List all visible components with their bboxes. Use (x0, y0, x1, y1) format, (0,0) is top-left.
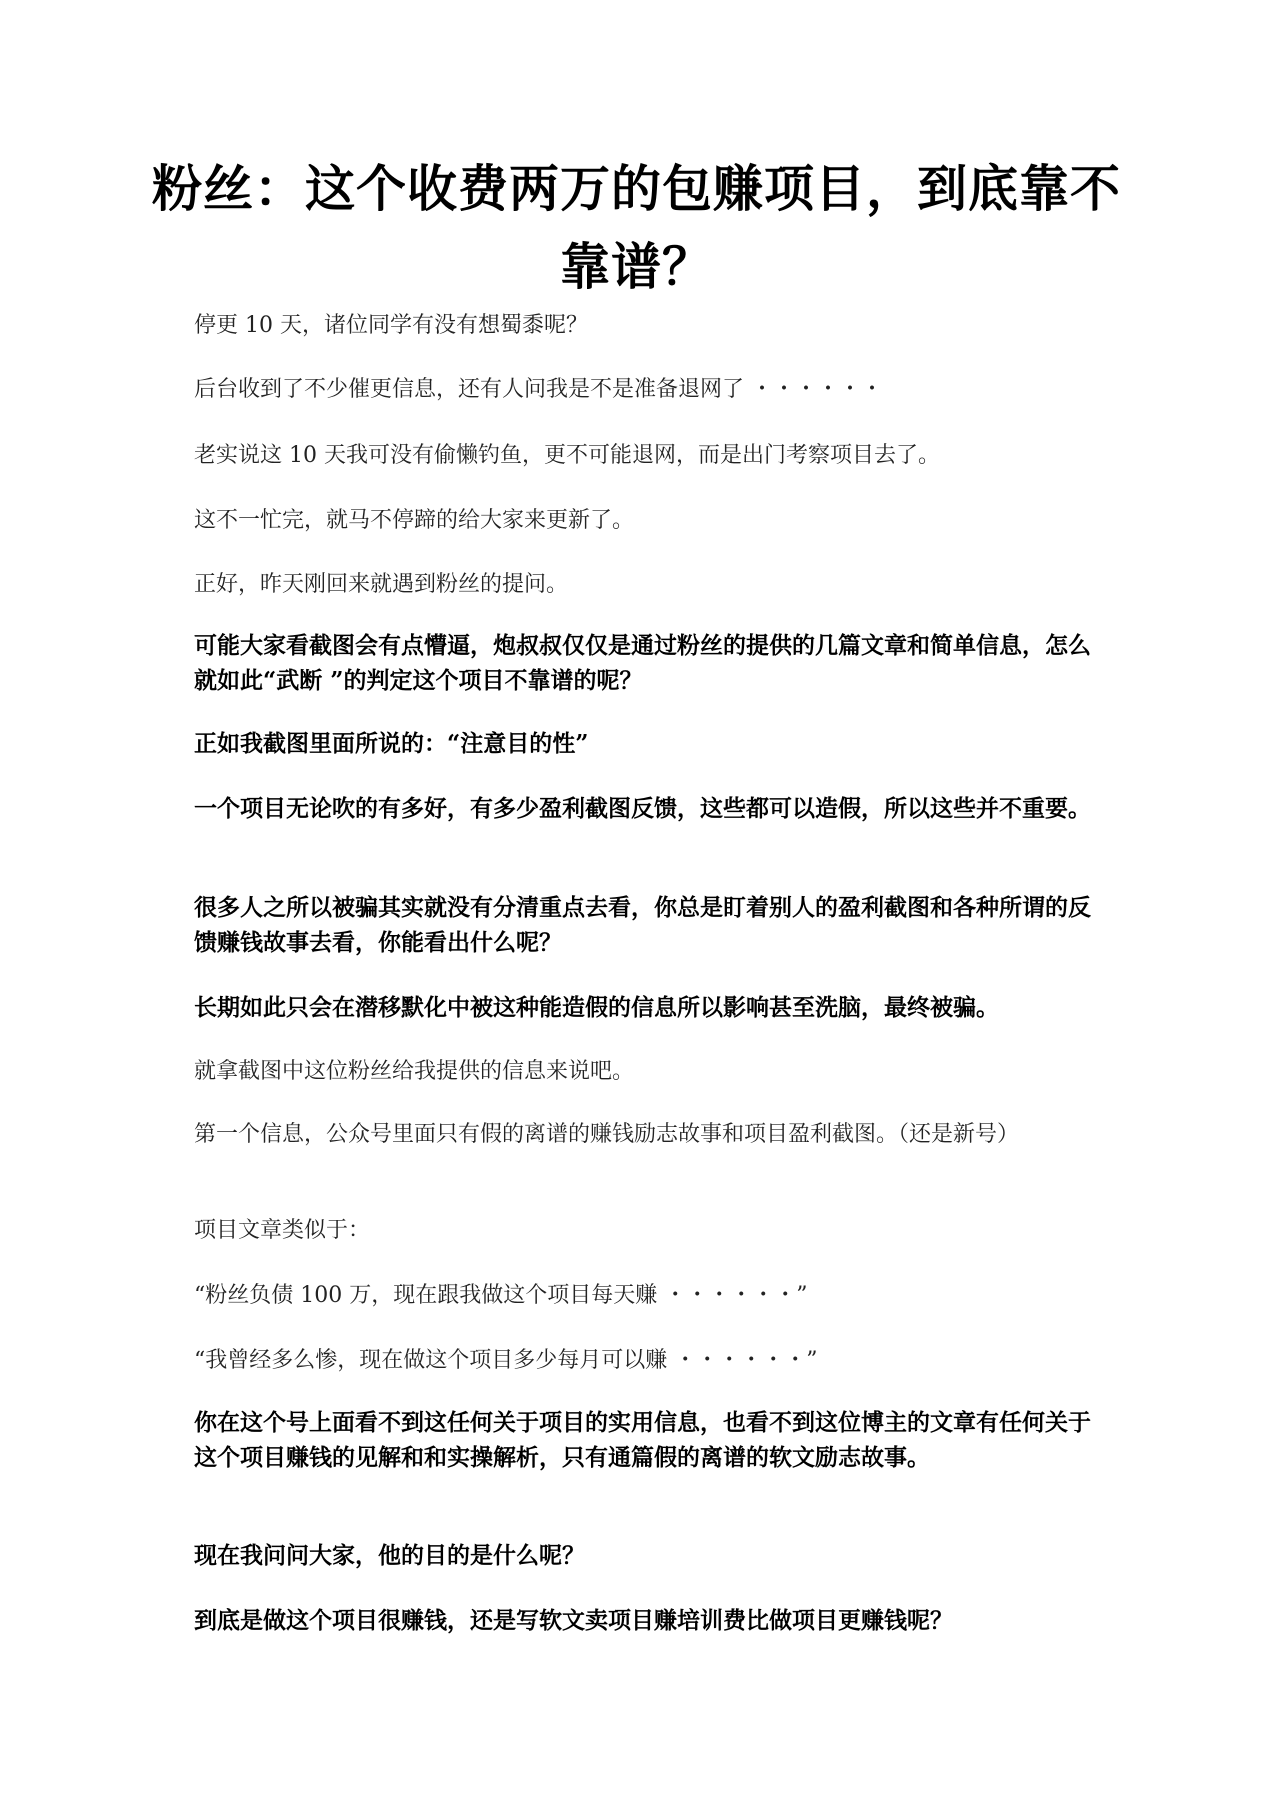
paragraph: 老实说这 10 天我可没有偷懒钓鱼，更不可能退网，而是出门考察项目去了。 (194, 443, 940, 468)
document-title: 粉丝：这个收费两万的包赚项目，到底靠不靠谱？ (152, 159, 1121, 296)
paragraph: 到底是做这个项目很赚钱，还是写软文卖项目赚培训费比做项目更赚钱呢？ (194, 1607, 953, 1634)
paragraph: “我曾经多么惨，现在做这个项目多少每月可以赚 ・・・・・・” (194, 1348, 818, 1373)
paragraph: 现在我问问大家，他的目的是什么呢？ (194, 1542, 585, 1569)
paragraph: 项目文章类似于： (194, 1218, 371, 1243)
paragraph: 第一个信息，公众号里面只有假的离谱的赚钱励志故事和项目盈利截图。（还是新号） (194, 1122, 1020, 1147)
paragraph: 就拿截图中这位粉丝给我提供的信息来说吧。 (194, 1059, 635, 1084)
paragraph: 一个项目无论吹的有多好，有多少盈利截图反馈，这些都可以造假，所以这些并不重要。 (194, 795, 1091, 822)
paragraph: 正如我截图里面所说的：“注意目的性” (194, 730, 589, 757)
paragraph: 停更 10 天，诸位同学有没有想蜀黍呢？ (194, 313, 588, 338)
paragraph: 正好，昨天刚回来就遇到粉丝的提问。 (194, 572, 569, 597)
paragraph: 长期如此只会在潜移默化中被这种能造假的信息所以影响甚至洗脑，最终被骗。 (194, 994, 999, 1021)
paragraph: 很多人之所以被骗其实就没有分清重点去看，你总是盯着别人的盈利截图和各种所谓的反馈赚钱故事去看，你能看出什么呢？ (194, 894, 1091, 956)
paragraph: 你在这个号上面看不到这任何关于项目的实用信息，也看不到这位博主的文章有任何关于这个项目赚钱的见解和和实操解析，只有通篇假的离谱的软文励志故事。 (194, 1409, 1091, 1471)
paragraph: 后台收到了不少催更信息，还有人问我是不是准备退网了 ・・・・・・ (194, 377, 883, 402)
paragraph: “粉丝负债 100 万，现在跟我做这个项目每天赚 ・・・・・・” (194, 1283, 808, 1308)
paragraph: 可能大家看截图会有点懵逼，炮叔叔仅仅是通过粉丝的提供的几篇文章和简单信息，怎么就如此“武断 ”的判定这个项目不靠谱的呢？ (194, 632, 1091, 694)
paragraph: 这不一忙完，就马不停蹄的给大家来更新了。 (194, 508, 635, 533)
